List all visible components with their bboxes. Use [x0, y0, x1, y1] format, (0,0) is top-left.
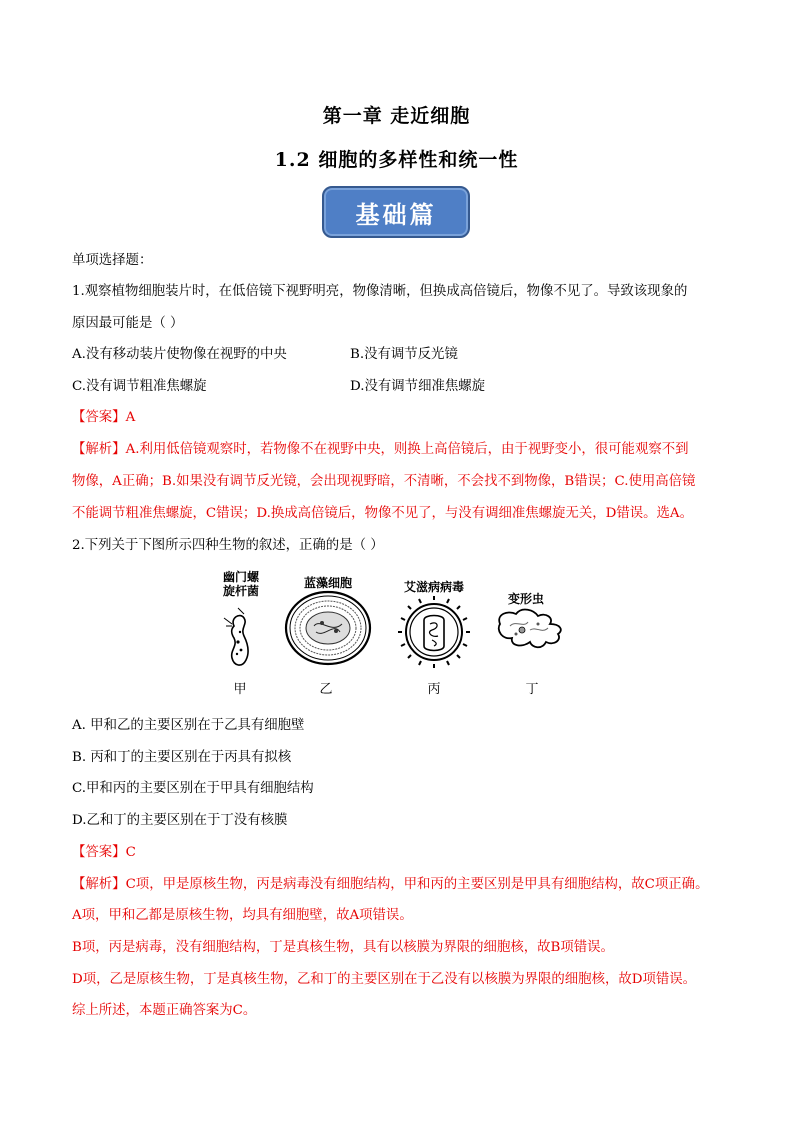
- helicobacter-icon: [224, 608, 248, 665]
- section-title: 1.2 细胞的多样性和统一性: [274, 149, 519, 171]
- q2-analysis-line2: A项，甲和乙都是原核生物，均具有细胞壁，故A项错误。: [72, 908, 413, 923]
- organism-4-label: 变形虫: [507, 592, 544, 606]
- q1-analysis-text1: A.利用低倍镜观察时，若物像不在视野中央，则换上高倍镜后，由于视野变小，很可能观察不到: [125, 442, 689, 457]
- q1-analysis-tag: 【解析】: [72, 442, 126, 457]
- q2-analysis-line3: B项，丙是病毒，没有细胞结构，丁是真核生物，具有以核膜为界限的细胞核，故B项错误。: [72, 940, 614, 955]
- q2-answer-value: C: [125, 845, 136, 860]
- q2-analysis-line1: [72, 875, 708, 895]
- q1-answer: [72, 408, 135, 428]
- q2-answer: [72, 843, 136, 863]
- q1-option-c: C.没有调节粗准焦螺旋: [72, 379, 207, 394]
- organism-2-caption: 乙: [319, 682, 333, 697]
- q1-option-a: A.没有移动装片使物像在视野的中央: [72, 347, 287, 362]
- q2-analysis-tag: 【解析】: [72, 877, 126, 892]
- organism-1-label-line1: 幽门螺: [222, 570, 259, 584]
- organism-1-caption: 甲: [233, 682, 247, 697]
- q2-option-d: D.乙和丁的主要区别在于丁没有核膜: [72, 813, 288, 828]
- q1-answer-tag: 【答案】: [72, 410, 126, 425]
- level-badge: 基础篇: [322, 186, 470, 238]
- q1-analysis-line2: 物像，A正确；B.如果没有调节反光镜，会出现视野暗，不清晰，不会找不到物像，B错误；C.使用高倍镜: [72, 474, 696, 489]
- q1-analysis-line3: 不能调节粗准焦螺旋，C错误；D.换成高倍镜后，物像不见了，与没有调细准焦螺旋无关，D错误。选A。: [72, 506, 693, 521]
- q1-analysis-line1: [72, 440, 689, 460]
- organism-3-label: 艾滋病病毒: [403, 580, 464, 594]
- section-label: 单项选择题：: [72, 253, 153, 268]
- q2-analysis-line5: 综上所述，本题正确答案为C。: [72, 1003, 257, 1018]
- chapter-title: 第一章 走近细胞: [322, 105, 471, 127]
- q1-stem-line1: 1.观察植物细胞装片时，在低倍镜下视野明亮，物像清晰，但换成高倍镜后，物像不见了。导致该现象的: [72, 284, 688, 299]
- q1-answer-value: A: [125, 410, 136, 425]
- q2-analysis-text1: C项，甲是原核生物，丙是病毒没有细胞结构，甲和丙的主要区别是甲具有细胞结构，故C项正确。: [125, 877, 709, 892]
- q2-option-b: B. 丙和丁的主要区别在于丙具有拟核: [72, 750, 292, 765]
- organism-2-label: 蓝藻细胞: [303, 576, 352, 590]
- q1-option-d: D.没有调节细准焦螺旋: [350, 379, 486, 394]
- organisms-figure: [210, 568, 580, 698]
- organism-4-caption: 丁: [525, 682, 539, 697]
- organism-1-label-line2: 旋杆菌: [222, 584, 259, 598]
- q1-option-b: B.没有调节反光镜: [350, 347, 458, 362]
- q2-analysis-line4: D项，乙是原核生物，丁是真核生物，乙和丁的主要区别在于乙没有以核膜为界限的细胞核，故D项错误。: [72, 972, 697, 987]
- organism-3-caption: 丙: [427, 682, 441, 697]
- q2-answer-tag: 【答案】: [72, 845, 126, 860]
- hiv-virus-icon: [398, 596, 470, 668]
- cyanobacteria-cell-icon: [286, 592, 370, 664]
- q2-option-c: C.甲和丙的主要区别在于甲具有细胞结构: [72, 781, 314, 796]
- q2-stem: 2.下列关于下图所示四种生物的叙述，正确的是（ ）: [72, 538, 384, 553]
- amoeba-icon: [499, 610, 561, 648]
- q1-stem-line2: 原因最可能是（ ）: [72, 316, 184, 331]
- q2-option-a: A. 甲和乙的主要区别在于乙具有细胞壁: [72, 718, 305, 733]
- organisms-drawing: [210, 568, 580, 678]
